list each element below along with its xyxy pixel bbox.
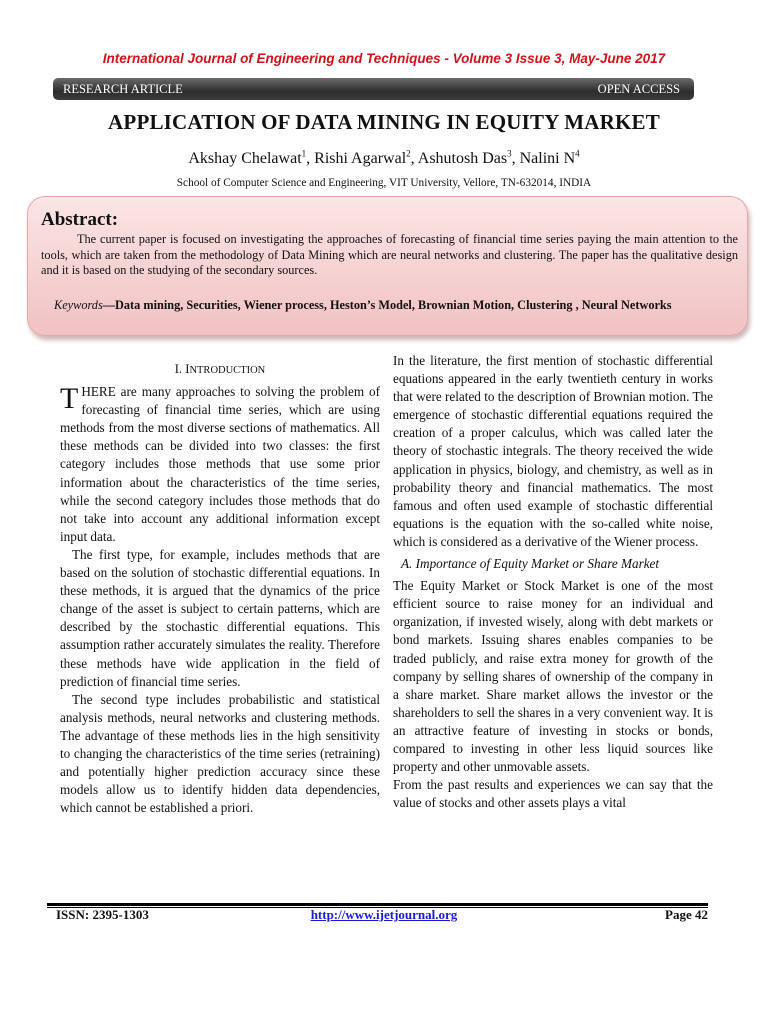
section-title-rest: NTRODUCTION <box>189 365 266 376</box>
footer-rule <box>47 903 708 906</box>
author-affiliation-mark: 4 <box>575 148 580 159</box>
subsection-heading: A. Importance of Equity Market or Share Market <box>401 556 660 572</box>
author-name: Rishi Agarwal <box>314 150 407 167</box>
article-banner <box>53 78 694 100</box>
paragraph: The Equity Market or Stock Market is one of the most efficient source to raise money for an individual and organization, if invested wisely, along with debt markets or bond markets. Issuing shares enables companies to be traded publicly, and raise extra money for growth of the company by selling shares of ownership of the company in a share market. Share market allows the investor or the shareholders to sell the shares in a very convenient way. It is an attractive feature of investing in stocks or bonds, compared to investing in other less liquid sources like property and other unmovable assets. <box>393 578 713 775</box>
journal-url-link[interactable]: http://www.ijetjournal.org <box>310 907 458 922</box>
journal-header: International Journal of Engineering and Techniques - Volume 3 Issue 3, May-June 2017 <box>102 51 666 66</box>
author-affiliation-mark: 1 <box>301 148 307 159</box>
keywords-label: Keywords <box>54 298 103 312</box>
access-label: OPEN ACCESS <box>597 82 680 96</box>
drop-cap: T <box>60 382 79 416</box>
right-column <box>393 352 713 812</box>
abstract-heading: Abstract: <box>41 209 119 230</box>
paragraph <box>60 383 380 546</box>
journal-url-container <box>0 907 768 923</box>
paragraph: The first type, for example, includes methods that are based on the solution of stochastic differential equations. In these methods, it is argued that the dynamics of the price change of the asset is subject to certain patterns, which are described by the stochastic differential equations. This assumption rather accurately simulates the reality. Therefore these methods have wide application in the field of prediction of financial time series. <box>60 546 380 689</box>
paragraph: In the literature, the first mention of stochastic differential equations appeared in the early twentieth century in works that were related to the description of Brownian motion. The emergence of stochastic differential equations required the creation of a proper calculus, which was called later the theory of stochastic integrals. The theory received the wide application in physics, biology, and chemistry, as well as in probability theory and financial mathematics. The most famous and often used example of stochastic differential equations is the equation with the so-called white noise, which is considered as a derivative of the Wiener process. <box>393 353 713 549</box>
author-name: Akshay Chelawat <box>188 150 302 167</box>
section-heading <box>60 360 380 380</box>
abstract-text: The current paper is focused on investigating the approaches of forecasting of financial time series paying the main attention to the tools, which are taken from the methodology of Data Mining which are neural networks and clustering. The paper has the qualitative design and it is based on the studying of the secondary sources. <box>41 232 738 277</box>
author-affiliation-mark: 2 <box>406 148 411 159</box>
author-name: Ashutosh Das <box>417 150 508 167</box>
paragraph: The second type includes probabilistic and statistical analysis methods, neural networks and clustering methods. The advantage of these methods lies in the high sensitivity to changing the characteristics of the time series (retraining) and potentially higher prediction accuracy since these models allow us to identify hidden data dependencies, which cannot be established a priori. <box>60 691 380 816</box>
page-number: Page 42 <box>665 907 708 922</box>
section-number: I. <box>174 362 183 376</box>
affiliation: School of Computer Science and Engineering, VIT University, Vellore, TN-632014, INDIA <box>176 177 592 189</box>
issn: ISSN: 2395-1303 <box>56 907 149 922</box>
left-column <box>60 352 380 817</box>
keywords <box>41 297 738 313</box>
author-affiliation-mark: 3 <box>507 148 512 159</box>
author-list: Akshay Chelawat$^1$, Rishi Agarwal$^2$, Ashutosh Das$^3$, Nalini $N^4$ <box>188 148 580 167</box>
article-type-label: RESEARCH ARTICLE <box>63 82 183 96</box>
paragraph: From the past results and experiences we can say that the value of stocks and other assets plays a vital <box>393 777 713 811</box>
author-name: Nalini N <box>519 150 576 167</box>
paragraph-text: HERE are many approaches to solving the problem of forecasting of financial time series, which are using methods from the most diverse sections of mathematics. All these methods can be divided into two classes: the first category includes those methods that use some prior information about the characteristics of the time series, while the second category includes those methods that do not take into account any additional information except input data. <box>60 384 380 544</box>
abstract-box <box>27 196 748 336</box>
keywords-list: —Data mining, Securities, Wiener process, Heston’s Model, Brownian Motion, Clustering , Neural Networks <box>102 298 672 312</box>
paper-title: APPLICATION OF DATA MINING IN EQUITY MARKET <box>108 110 660 134</box>
section-title-first: I <box>185 362 190 376</box>
